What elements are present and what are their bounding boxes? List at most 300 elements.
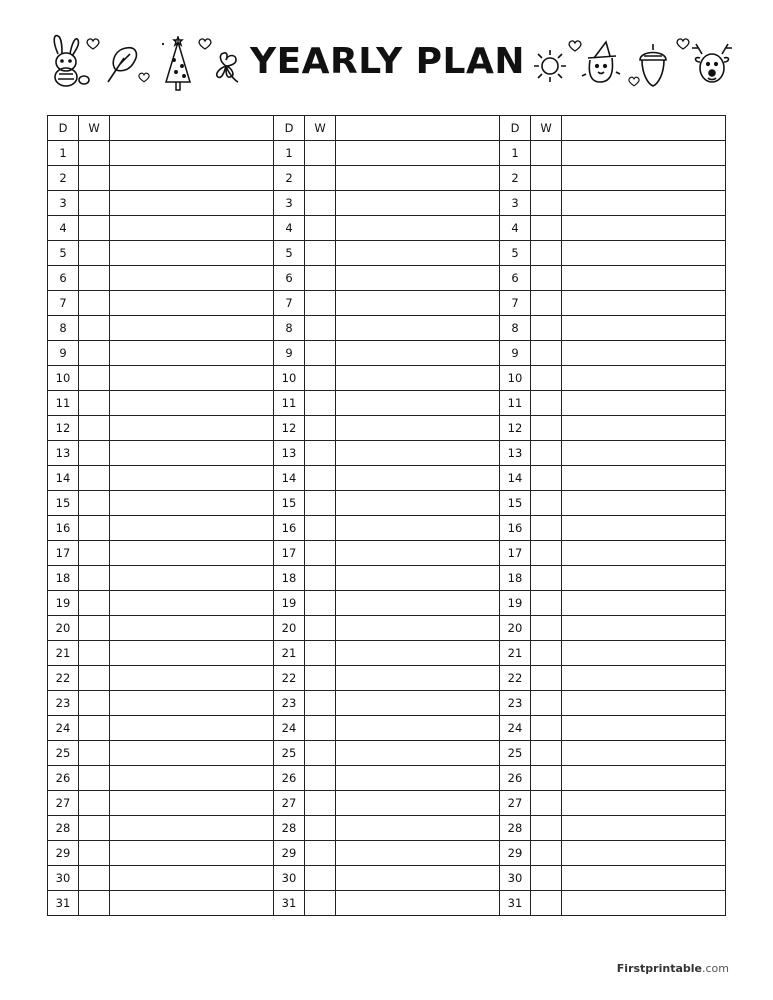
table-row [274, 141, 500, 166]
note-cell[interactable] [562, 516, 726, 541]
weekday-cell[interactable] [79, 391, 110, 416]
weekday-cell[interactable] [531, 241, 562, 266]
table-row [500, 816, 726, 841]
note-cell[interactable] [336, 166, 500, 191]
note-cell[interactable] [562, 691, 726, 716]
heart-icon [676, 38, 690, 50]
weekday-cell[interactable] [531, 491, 562, 516]
weekday-cell[interactable] [305, 191, 336, 216]
weekday-cell[interactable] [79, 591, 110, 616]
weekday-cell[interactable] [531, 816, 562, 841]
note-cell[interactable] [562, 191, 726, 216]
table-row [48, 566, 274, 591]
table-row [274, 791, 500, 816]
note-cell[interactable] [110, 816, 274, 841]
column-header-week: W [531, 116, 562, 141]
weekday-cell[interactable] [305, 441, 336, 466]
weekday-cell[interactable] [531, 366, 562, 391]
weekday-cell[interactable] [531, 341, 562, 366]
weekday-cell[interactable] [305, 391, 336, 416]
table-row [274, 866, 500, 891]
note-cell[interactable] [336, 866, 500, 891]
day-number: 18 [500, 566, 531, 591]
day-number: 20 [500, 616, 531, 641]
footer-brand [617, 962, 729, 975]
weekday-cell[interactable] [79, 466, 110, 491]
weekday-cell[interactable] [79, 666, 110, 691]
day-number: 14 [274, 466, 305, 491]
note-cell[interactable] [562, 166, 726, 191]
weekday-cell[interactable] [79, 791, 110, 816]
note-cell[interactable] [336, 641, 500, 666]
table-row [274, 716, 500, 741]
weekday-cell[interactable] [531, 591, 562, 616]
note-cell[interactable] [336, 316, 500, 341]
weekday-cell[interactable] [305, 616, 336, 641]
weekday-cell[interactable] [79, 816, 110, 841]
day-number: 6 [500, 266, 531, 291]
note-cell[interactable] [110, 141, 274, 166]
column-header-day: D [274, 116, 305, 141]
table-row [274, 316, 500, 341]
note-cell[interactable] [562, 416, 726, 441]
weekday-cell[interactable] [79, 441, 110, 466]
day-number: 15 [274, 491, 305, 516]
note-cell[interactable] [336, 241, 500, 266]
note-cell[interactable] [110, 741, 274, 766]
note-cell[interactable] [562, 341, 726, 366]
note-cell[interactable] [336, 766, 500, 791]
note-cell[interactable] [336, 191, 500, 216]
day-number: 23 [274, 691, 305, 716]
weekday-cell[interactable] [531, 191, 562, 216]
note-cell[interactable] [110, 616, 274, 641]
day-number: 31 [500, 891, 531, 916]
note-cell[interactable] [562, 841, 726, 866]
table-row [274, 541, 500, 566]
note-cell[interactable] [336, 691, 500, 716]
day-number: 21 [48, 641, 79, 666]
table-row [274, 641, 500, 666]
weekday-cell[interactable] [79, 316, 110, 341]
note-cell[interactable] [562, 766, 726, 791]
note-cell[interactable] [336, 266, 500, 291]
note-cell[interactable] [110, 891, 274, 916]
weekday-cell[interactable] [531, 466, 562, 491]
note-cell[interactable] [562, 241, 726, 266]
weekday-cell[interactable] [305, 416, 336, 441]
weekday-cell[interactable] [305, 816, 336, 841]
day-number: 10 [500, 366, 531, 391]
note-cell[interactable] [336, 541, 500, 566]
weekday-cell[interactable] [79, 741, 110, 766]
day-number: 11 [500, 391, 531, 416]
note-cell[interactable] [562, 491, 726, 516]
day-number: 20 [48, 616, 79, 641]
table-row [500, 666, 726, 691]
table-row [48, 241, 274, 266]
weekday-cell[interactable] [79, 866, 110, 891]
note-cell[interactable] [110, 466, 274, 491]
note-cell[interactable] [336, 616, 500, 641]
table-row [48, 266, 274, 291]
table-row [48, 791, 274, 816]
note-cell[interactable] [562, 741, 726, 766]
weekday-cell[interactable] [79, 266, 110, 291]
weekday-cell[interactable] [531, 441, 562, 466]
table-row [500, 866, 726, 891]
note-cell[interactable] [336, 416, 500, 441]
note-cell[interactable] [336, 491, 500, 516]
note-cell[interactable] [110, 866, 274, 891]
plan-table [47, 115, 274, 916]
note-cell[interactable] [110, 266, 274, 291]
table-row [274, 216, 500, 241]
day-number: 27 [274, 791, 305, 816]
weekday-cell[interactable] [531, 641, 562, 666]
note-cell[interactable] [562, 891, 726, 916]
note-cell[interactable] [336, 791, 500, 816]
day-number: 12 [274, 416, 305, 441]
weekday-cell[interactable] [305, 241, 336, 266]
day-number: 3 [274, 191, 305, 216]
note-cell[interactable] [110, 341, 274, 366]
note-cell[interactable] [110, 316, 274, 341]
note-cell[interactable] [110, 191, 274, 216]
table-row [500, 491, 726, 516]
weekday-cell[interactable] [305, 166, 336, 191]
weekday-cell[interactable] [79, 841, 110, 866]
weekday-cell[interactable] [305, 491, 336, 516]
weekday-cell[interactable] [531, 216, 562, 241]
weekday-cell[interactable] [531, 666, 562, 691]
table-row [500, 766, 726, 791]
note-cell[interactable] [562, 566, 726, 591]
day-number: 5 [274, 241, 305, 266]
note-cell[interactable] [110, 691, 274, 716]
note-cell[interactable] [562, 866, 726, 891]
table-row [500, 791, 726, 816]
note-cell[interactable] [562, 816, 726, 841]
table-row [48, 141, 274, 166]
day-number: 1 [48, 141, 79, 166]
weekday-cell[interactable] [79, 766, 110, 791]
note-cell[interactable] [110, 366, 274, 391]
weekday-cell[interactable] [79, 516, 110, 541]
table-row [500, 216, 726, 241]
note-cell[interactable] [110, 666, 274, 691]
weekday-cell[interactable] [531, 391, 562, 416]
table-row [500, 241, 726, 266]
note-cell[interactable] [336, 341, 500, 366]
table-row [274, 291, 500, 316]
table-row [48, 716, 274, 741]
weekday-cell[interactable] [79, 216, 110, 241]
day-number: 8 [500, 316, 531, 341]
day-number: 13 [274, 441, 305, 466]
note-cell[interactable] [562, 466, 726, 491]
table-row [48, 641, 274, 666]
note-cell[interactable] [336, 216, 500, 241]
weekday-cell[interactable] [79, 491, 110, 516]
note-cell[interactable] [336, 566, 500, 591]
table-row [48, 591, 274, 616]
note-cell[interactable] [110, 641, 274, 666]
note-cell[interactable] [110, 441, 274, 466]
weekday-cell[interactable] [531, 716, 562, 741]
weekday-cell[interactable] [305, 366, 336, 391]
note-cell[interactable] [562, 291, 726, 316]
note-cell[interactable] [336, 441, 500, 466]
table-row [500, 441, 726, 466]
weekday-cell[interactable] [79, 141, 110, 166]
note-cell[interactable] [110, 516, 274, 541]
table-row [500, 541, 726, 566]
weekday-cell[interactable] [305, 291, 336, 316]
day-number: 26 [274, 766, 305, 791]
note-cell[interactable] [336, 891, 500, 916]
day-number: 2 [48, 166, 79, 191]
note-cell[interactable] [336, 366, 500, 391]
note-cell[interactable] [336, 741, 500, 766]
day-number: 25 [500, 741, 531, 766]
weekday-cell[interactable] [79, 891, 110, 916]
note-cell[interactable] [110, 841, 274, 866]
note-cell[interactable] [110, 766, 274, 791]
weekday-cell[interactable] [79, 241, 110, 266]
weekday-cell[interactable] [79, 566, 110, 591]
day-number: 16 [274, 516, 305, 541]
day-number: 26 [500, 766, 531, 791]
column-header-day: D [48, 116, 79, 141]
table-row [48, 666, 274, 691]
weekday-cell[interactable] [531, 266, 562, 291]
header-row [274, 116, 500, 141]
header-row [48, 116, 274, 141]
table-row [48, 416, 274, 441]
note-cell[interactable] [562, 641, 726, 666]
table-row [48, 741, 274, 766]
weekday-cell[interactable] [305, 341, 336, 366]
table-row [274, 266, 500, 291]
note-cell[interactable] [110, 791, 274, 816]
day-number: 30 [48, 866, 79, 891]
weekday-cell[interactable] [305, 541, 336, 566]
note-cell[interactable] [562, 591, 726, 616]
day-number: 4 [500, 216, 531, 241]
weekday-cell[interactable] [305, 316, 336, 341]
weekday-cell[interactable] [79, 716, 110, 741]
note-cell[interactable] [562, 316, 726, 341]
note-cell[interactable] [110, 541, 274, 566]
day-number: 19 [500, 591, 531, 616]
table-row [500, 691, 726, 716]
note-cell[interactable] [562, 716, 726, 741]
weekday-cell[interactable] [531, 791, 562, 816]
weekday-cell[interactable] [305, 716, 336, 741]
day-number: 14 [48, 466, 79, 491]
note-cell[interactable] [110, 566, 274, 591]
weekday-cell[interactable] [531, 141, 562, 166]
note-cell[interactable] [110, 291, 274, 316]
heart-icon [138, 72, 150, 83]
note-cell[interactable] [336, 841, 500, 866]
weekday-cell[interactable] [305, 466, 336, 491]
weekday-cell[interactable] [305, 891, 336, 916]
table-row [500, 191, 726, 216]
day-number: 24 [500, 716, 531, 741]
weekday-cell[interactable] [79, 291, 110, 316]
note-cell[interactable] [562, 616, 726, 641]
day-number: 29 [48, 841, 79, 866]
day-number: 23 [500, 691, 531, 716]
table-row [500, 616, 726, 641]
weekday-cell[interactable] [531, 766, 562, 791]
note-cell[interactable] [562, 366, 726, 391]
note-cell[interactable] [110, 391, 274, 416]
weekday-cell[interactable] [531, 291, 562, 316]
weekday-cell[interactable] [305, 841, 336, 866]
weekday-cell[interactable] [531, 866, 562, 891]
weekday-cell[interactable] [79, 416, 110, 441]
note-cell[interactable] [562, 266, 726, 291]
day-number: 15 [48, 491, 79, 516]
day-number: 30 [274, 866, 305, 891]
day-number: 1 [274, 141, 305, 166]
weekday-cell[interactable] [531, 166, 562, 191]
weekday-cell[interactable] [531, 891, 562, 916]
note-cell[interactable] [336, 291, 500, 316]
weekday-cell[interactable] [79, 166, 110, 191]
note-cell[interactable] [562, 391, 726, 416]
note-cell[interactable] [336, 391, 500, 416]
note-cell[interactable] [110, 166, 274, 191]
weekday-cell[interactable] [79, 541, 110, 566]
weekday-cell[interactable] [79, 366, 110, 391]
weekday-cell[interactable] [531, 566, 562, 591]
day-number: 10 [274, 366, 305, 391]
day-number: 13 [48, 441, 79, 466]
note-cell[interactable] [562, 141, 726, 166]
note-cell[interactable] [336, 716, 500, 741]
column-header-week: W [79, 116, 110, 141]
note-cell[interactable] [110, 716, 274, 741]
weekday-cell[interactable] [531, 541, 562, 566]
day-number: 5 [48, 241, 79, 266]
day-number: 21 [274, 641, 305, 666]
sun-icon [532, 48, 568, 84]
weekday-cell[interactable] [79, 641, 110, 666]
header [0, 28, 773, 98]
note-cell[interactable] [562, 216, 726, 241]
weekday-cell[interactable] [79, 691, 110, 716]
weekday-cell[interactable] [305, 641, 336, 666]
table-row [274, 241, 500, 266]
weekday-cell[interactable] [531, 741, 562, 766]
weekday-cell[interactable] [305, 591, 336, 616]
day-number: 22 [500, 666, 531, 691]
table-row [500, 291, 726, 316]
note-cell[interactable] [562, 541, 726, 566]
note-cell[interactable] [110, 216, 274, 241]
day-number: 7 [48, 291, 79, 316]
day-number: 10 [48, 366, 79, 391]
weekday-cell[interactable] [305, 266, 336, 291]
weekday-cell[interactable] [305, 566, 336, 591]
weekday-cell[interactable] [305, 216, 336, 241]
weekday-cell[interactable] [79, 341, 110, 366]
weekday-cell[interactable] [531, 841, 562, 866]
note-cell[interactable] [336, 666, 500, 691]
note-cell[interactable] [336, 516, 500, 541]
table-row [274, 766, 500, 791]
day-number: 24 [274, 716, 305, 741]
note-cell[interactable] [336, 816, 500, 841]
table-row [48, 541, 274, 566]
table-row [48, 441, 274, 466]
note-cell[interactable] [110, 491, 274, 516]
day-number: 27 [48, 791, 79, 816]
weekday-cell[interactable] [531, 616, 562, 641]
day-number: 31 [274, 891, 305, 916]
weekday-cell[interactable] [531, 416, 562, 441]
day-number: 3 [48, 191, 79, 216]
weekday-cell[interactable] [305, 666, 336, 691]
weekday-cell[interactable] [305, 516, 336, 541]
note-cell[interactable] [562, 441, 726, 466]
note-cell[interactable] [110, 591, 274, 616]
day-number: 6 [48, 266, 79, 291]
weekday-cell[interactable] [305, 741, 336, 766]
weekday-cell[interactable] [305, 791, 336, 816]
table-row [48, 216, 274, 241]
table-row [48, 616, 274, 641]
day-number: 14 [500, 466, 531, 491]
table-row [48, 166, 274, 191]
table-row [500, 891, 726, 916]
table-row [274, 341, 500, 366]
day-number: 19 [274, 591, 305, 616]
bunny-icon [44, 32, 90, 88]
weekday-cell[interactable] [305, 766, 336, 791]
note-cell[interactable] [562, 791, 726, 816]
note-cell[interactable] [336, 466, 500, 491]
weekday-cell[interactable] [531, 316, 562, 341]
table-row [500, 716, 726, 741]
day-number: 5 [500, 241, 531, 266]
note-cell[interactable] [336, 591, 500, 616]
weekday-cell[interactable] [79, 616, 110, 641]
day-number: 3 [500, 191, 531, 216]
table-row [274, 891, 500, 916]
note-cell[interactable] [562, 666, 726, 691]
weekday-cell[interactable] [79, 191, 110, 216]
table-row [48, 391, 274, 416]
weekday-cell[interactable] [305, 691, 336, 716]
note-cell[interactable] [336, 141, 500, 166]
note-cell[interactable] [110, 416, 274, 441]
weekday-cell[interactable] [305, 141, 336, 166]
page-title: YEARLY PLAN [250, 41, 525, 82]
table-row [500, 516, 726, 541]
table-row [48, 766, 274, 791]
day-number: 2 [500, 166, 531, 191]
weekday-cell[interactable] [305, 866, 336, 891]
table-row [48, 316, 274, 341]
weekday-cell[interactable] [531, 516, 562, 541]
weekday-cell[interactable] [531, 691, 562, 716]
note-cell[interactable] [110, 241, 274, 266]
